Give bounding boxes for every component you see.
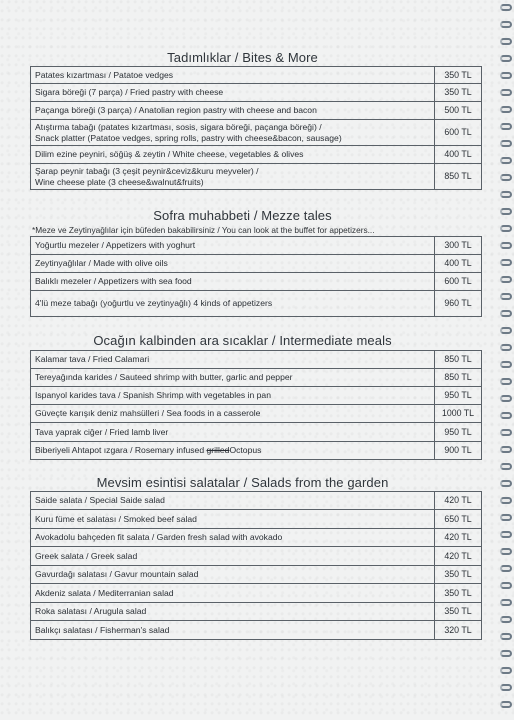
table-row: [31, 423, 482, 442]
dish-price: 350 TL: [435, 67, 482, 84]
spiral-ring: [500, 650, 512, 657]
dish-name: Tava yaprak ciğer / Fried lamb liver: [31, 423, 435, 442]
spiral-ring: [500, 582, 512, 589]
table-row: [31, 442, 482, 460]
table-row: [31, 405, 482, 423]
dish-price: 850 TL: [435, 369, 482, 387]
section-title-mezze: Sofra muhabbeti / Mezze tales: [153, 208, 332, 223]
table-row: [31, 603, 482, 621]
dish-price: 650 TL: [435, 510, 482, 529]
spiral-ring: [500, 463, 512, 470]
section-title-intermediate: Ocağın kalbinden ara sıcaklar / Intermediate meals: [93, 333, 392, 348]
spiral-ring: [500, 259, 512, 266]
dish-name: 4'lü meze tabağı (yoğurtlu ve zeytinyağlı) 4 kinds of appetizers: [31, 291, 435, 317]
dish-name: [31, 442, 435, 460]
spiral-ring: [500, 429, 512, 436]
table-row: [31, 584, 482, 603]
spiral-ring: [500, 531, 512, 538]
dish-price: 300 TL: [435, 237, 482, 255]
section-title-bites: Tadımlıklar / Bites & More: [167, 50, 318, 65]
table-row: [31, 369, 482, 387]
dish-name: Saide salata / Special Saide salad: [31, 492, 435, 510]
dish-price: 900 TL: [435, 442, 482, 460]
dish-name: Ispanyol karides tava / Spanish Shrimp with vegetables in pan: [31, 387, 435, 405]
table-row: [31, 164, 482, 190]
dish-price: 500 TL: [435, 102, 482, 120]
menu-table-bites: [30, 66, 482, 190]
dish-name: Balıkçı salatası / Fisherman's salad: [31, 621, 435, 640]
dish-name-text: Biberiyeli Ahtapot ızgara / Rosemary infused: [35, 445, 205, 456]
dish-price: 420 TL: [435, 492, 482, 510]
dish-name-line1: Atıştırma tabağı (patates kızartması, sosis, sigara böreği, paçanga böreği) /: [35, 122, 322, 133]
dish-price: 420 TL: [435, 529, 482, 547]
dish-name: Greek salata / Greek salad: [31, 547, 435, 566]
dish-name-line1: Şarap peynir tabağı (3 çeşit peynir&ceviz&kuru meyveler) /: [35, 166, 259, 177]
table-row: [31, 237, 482, 255]
spiral-ring: [500, 548, 512, 555]
spiral-ring: [500, 446, 512, 453]
spiral-ring: [500, 378, 512, 385]
dish-name-tail: Octopus: [229, 445, 262, 456]
table-row: [31, 566, 482, 584]
dish-price: 320 TL: [435, 621, 482, 640]
dish-price: 400 TL: [435, 146, 482, 164]
spiral-ring: [500, 412, 512, 419]
table-row: [31, 529, 482, 547]
dish-name: Kalamar tava / Fried Calamari: [31, 351, 435, 369]
spiral-ring: [500, 599, 512, 606]
menu-table-intermediate: [30, 350, 482, 460]
dish-name: Gavurdağı salatası / Gavur mountain salad: [31, 566, 435, 584]
spiral-ring: [500, 616, 512, 623]
dish-name: Avokadolu bahçeden fit salata / Garden fresh salad with avokado: [31, 529, 435, 547]
spiral-ring: [500, 157, 512, 164]
spiral-ring: [500, 497, 512, 504]
table-row: [31, 621, 482, 640]
table-row: [31, 510, 482, 529]
dish-price: 420 TL: [435, 547, 482, 566]
spiral-ring: [500, 667, 512, 674]
table-row: [31, 291, 482, 317]
spiral-ring: [500, 361, 512, 368]
dish-name: [31, 164, 435, 190]
table-row: [31, 273, 482, 291]
dish-name: Dilim ezine peyniri, söğüş & zeytin / White cheese, vegetables & olives: [31, 146, 435, 164]
spiral-ring: [500, 123, 512, 130]
spiral-ring: [500, 514, 512, 521]
table-row: [31, 146, 482, 164]
spiral-ring: [500, 55, 512, 62]
table-row: [31, 67, 482, 84]
spiral-ring: [500, 4, 512, 11]
struck-word: grilled: [206, 445, 230, 456]
spiral-ring: [500, 242, 512, 249]
dish-price: 350 TL: [435, 584, 482, 603]
dish-price: 400 TL: [435, 255, 482, 273]
spiral-ring: [500, 276, 512, 283]
spiral-ring: [500, 480, 512, 487]
dish-name: Sigara böreği (7 parça) / Fried pastry with cheese: [31, 84, 435, 102]
dish-name: [31, 120, 435, 146]
dish-name: Tereyağında karides / Sauteed shrimp with butter, garlic and pepper: [31, 369, 435, 387]
menu-table-mezze: [30, 236, 482, 317]
menu-table-salads: [30, 491, 482, 640]
dish-price: 850 TL: [435, 164, 482, 190]
spiral-ring: [500, 293, 512, 300]
spiral-ring: [500, 106, 512, 113]
dish-name-line2: Wine cheese plate (3 cheese&walnut&fruits): [35, 176, 204, 187]
spiral-ring: [500, 174, 512, 181]
spiral-ring: [500, 21, 512, 28]
dish-price: 350 TL: [435, 566, 482, 584]
dish-price: 600 TL: [435, 273, 482, 291]
dish-price: 1000 TL: [435, 405, 482, 423]
spiral-ring: [500, 38, 512, 45]
table-row: [31, 84, 482, 102]
spiral-ring: [500, 684, 512, 691]
spiral-ring: [500, 395, 512, 402]
dish-name: Yoğurtlu mezeler / Appetizers with yoghurt: [31, 237, 435, 255]
table-row: [31, 351, 482, 369]
table-row: [31, 255, 482, 273]
dish-price: 350 TL: [435, 603, 482, 621]
table-row: [31, 120, 482, 146]
dish-name: Roka salatası / Arugula salad: [31, 603, 435, 621]
spiral-binding: [498, 0, 512, 720]
dish-name: Kuru füme et salatası / Smoked beef salad: [31, 510, 435, 529]
dish-price: 850 TL: [435, 351, 482, 369]
spiral-ring: [500, 701, 512, 708]
spiral-ring: [500, 633, 512, 640]
dish-price: 960 TL: [435, 291, 482, 317]
spiral-ring: [500, 89, 512, 96]
dish-name: Zeytinyağlılar / Made with olive oils: [31, 255, 435, 273]
dish-price: 950 TL: [435, 423, 482, 442]
dish-name: Paçanga böreği (3 parça) / Anatolian region pastry with cheese and bacon: [31, 102, 435, 120]
table-row: [31, 102, 482, 120]
dish-name: Akdeniz salata / Mediterranian salad: [31, 584, 435, 603]
table-row: [31, 547, 482, 566]
table-row: [31, 492, 482, 510]
table-row: [31, 387, 482, 405]
spiral-ring: [500, 191, 512, 198]
dish-price: 600 TL: [435, 120, 482, 146]
dish-name: Güveçte karışık deniz mahsülleri / Sea foods in a casserole: [31, 405, 435, 423]
spiral-ring: [500, 225, 512, 232]
dish-price: 950 TL: [435, 387, 482, 405]
dish-name: Balıklı mezeler / Appetizers with sea food: [31, 273, 435, 291]
spiral-ring: [500, 344, 512, 351]
spiral-ring: [500, 140, 512, 147]
dish-name: Patates kızartması / Patatoe vedges: [31, 67, 435, 84]
spiral-ring: [500, 208, 512, 215]
spiral-ring: [500, 327, 512, 334]
dish-name-line2: Snack platter (Patatoe vedges, spring rolls, pastry with cheese&bacon, sausage): [35, 132, 342, 143]
buffet-note: *Meze ve Zeytinyağlılar için büfeden bakabilirsiniz / You can look at the buffet for appetizers...: [32, 225, 375, 235]
spiral-ring: [500, 72, 512, 79]
section-title-salads: Mevsim esintisi salatalar / Salads from the garden: [96, 475, 389, 490]
dish-price: 350 TL: [435, 84, 482, 102]
spiral-ring: [500, 565, 512, 572]
spiral-ring: [500, 310, 512, 317]
